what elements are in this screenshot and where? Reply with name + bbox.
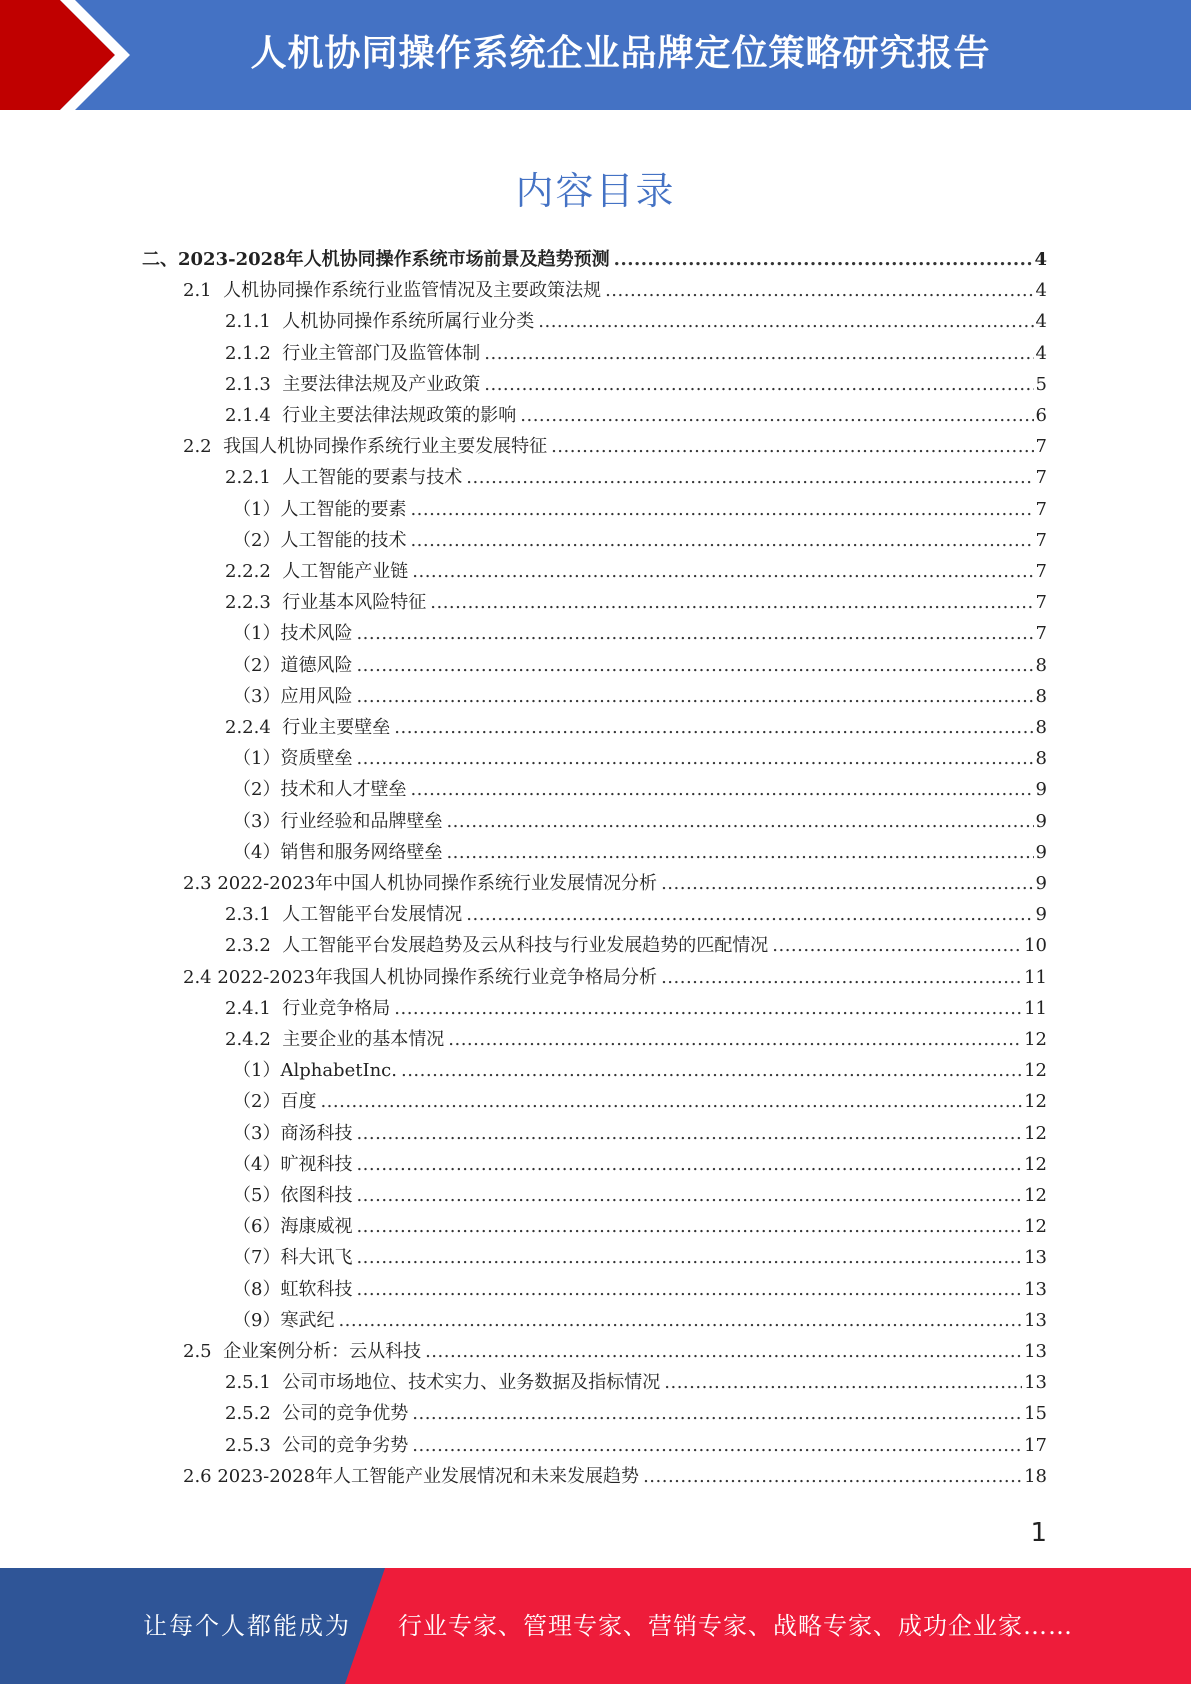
toc-entry[interactable] (183, 959, 1047, 990)
toc-entry-number: 2.1.1 (225, 311, 283, 333)
toc-entry-page: 11 (1024, 966, 1047, 988)
toc-entry-title: 行业基本风险特征 (282, 592, 427, 614)
toc-entry[interactable] (233, 771, 1047, 802)
toc-entry-title: 人工智能的要素 (280, 498, 407, 520)
toc-heading: 内容目录 (515, 169, 676, 213)
toc-entry-page: 5 (1035, 373, 1047, 395)
toc-entry-page: 8 (1035, 717, 1047, 738)
toc-dot-leader (538, 310, 1033, 334)
toc-entry[interactable] (233, 678, 1047, 709)
toc-entry-page: 9 (1035, 841, 1047, 863)
toc-entry[interactable] (225, 1395, 1047, 1426)
toc-entry[interactable] (183, 428, 1047, 459)
toc-entry-page: 12 (1024, 1091, 1047, 1113)
toc-entry-title: 人工智能的要素与技术 (282, 467, 463, 489)
toc-entry[interactable] (225, 553, 1047, 584)
toc-dot-leader (484, 373, 1033, 397)
toc-entry-page: 13 (1024, 1309, 1047, 1331)
toc-entry[interactable] (233, 1302, 1047, 1333)
toc-entry-number: 2.3.2 (225, 935, 283, 957)
toc-dot-leader (356, 622, 1033, 646)
toc-entry[interactable] (225, 1427, 1047, 1458)
toc-dot-leader (643, 1465, 1022, 1489)
toc-entry[interactable] (233, 1146, 1047, 1177)
toc-entry-page: 13 (1024, 1372, 1047, 1394)
toc-entry-title: 2022-2023年中国人机协同操作系统行业发展情况分析 (217, 873, 658, 894)
toc-entry-title: 虹软科技 (280, 1278, 353, 1300)
toc-entry[interactable] (225, 1364, 1047, 1395)
toc-entry[interactable] (233, 1177, 1047, 1208)
toc-entry-title: 销售和服务网络壁垒 (280, 841, 443, 863)
toc-entry-page: 4 (1035, 311, 1047, 333)
toc-entry-title: 2022-2023年我国人机协同操作系统行业竞争格局分析 (217, 966, 658, 988)
toc-entry-page: 13 (1024, 1278, 1047, 1300)
toc-entry-number: 2.4 (183, 966, 218, 988)
toc-entry[interactable] (225, 397, 1047, 428)
toc-entry-title: 寒武纪 (280, 1309, 335, 1331)
toc-entry-number: 2.2 (183, 436, 224, 458)
toc-entry[interactable] (225, 366, 1047, 397)
toc-dot-leader (520, 404, 1033, 428)
toc-entry-title: 2023-2028年人工智能产业发展情况和未来发展趋势 (217, 1465, 640, 1487)
toc-dot-leader (356, 685, 1033, 709)
toc-dot-leader (661, 966, 1022, 990)
toc-entry-number: （1） (233, 1060, 281, 1082)
toc-entry-page: 12 (1024, 1122, 1047, 1144)
toc-entry[interactable] (183, 272, 1047, 303)
toc-dot-leader (356, 747, 1033, 771)
toc-entry[interactable] (233, 615, 1047, 646)
toc-entry-title: 人机协同操作系统行业监管情况及主要政策法规 (223, 280, 602, 302)
toc-entry-page: 8 (1035, 685, 1047, 707)
toc-entry-page: 12 (1024, 1153, 1047, 1175)
toc-entry[interactable] (233, 1083, 1047, 1114)
toc-entry-title: 依图科技 (280, 1185, 353, 1206)
toc-entry-title: 资质壁垒 (280, 748, 353, 770)
toc-entry[interactable] (233, 1271, 1047, 1302)
toc-entry-page: 6 (1035, 405, 1047, 426)
toc-entry-number: （1） (233, 623, 281, 645)
toc-entry-page: 12 (1024, 1216, 1047, 1238)
toc-entry-number: 2.4.2 (225, 1029, 283, 1050)
toc-entry[interactable] (233, 740, 1047, 771)
toc-entry-number: 2.1.4 (225, 405, 283, 426)
toc-entry-number: 二、 (142, 249, 178, 270)
toc-dot-leader (772, 934, 1022, 958)
toc-entry-number: 2.2.1 (225, 467, 283, 489)
toc-dot-leader (484, 342, 1033, 366)
toc-entry-number: （6） (233, 1216, 281, 1238)
toc-entry-title: 行业经验和品牌壁垒 (280, 810, 443, 832)
toc-entry-page: 9 (1035, 873, 1047, 894)
toc-entry-number: （5） (233, 1185, 281, 1206)
toc-entry-title: 行业主要法律法规政策的影响 (282, 405, 517, 426)
toc-dot-leader (425, 1340, 1022, 1364)
toc-dot-leader (394, 716, 1033, 740)
toc-entry-number: 2.2.4 (225, 717, 283, 738)
toc-entry-number: 2.5.3 (225, 1434, 283, 1456)
toc-entry-page: 7 (1035, 467, 1047, 489)
toc-entry-page: 12 (1024, 1185, 1047, 1206)
toc-entry-page: 18 (1024, 1465, 1047, 1487)
toc-entry-page: 7 (1035, 529, 1047, 551)
toc-entry-number: 2.3 (183, 873, 218, 894)
toc-entry-page: 13 (1024, 1341, 1047, 1362)
toc-entry-title: 主要企业的基本情况 (282, 1029, 445, 1050)
toc-dot-leader (605, 279, 1033, 303)
toc-entry-number: （7） (233, 1247, 281, 1269)
toc-entry[interactable] (233, 522, 1047, 553)
toc-entry-title: 商汤科技 (280, 1122, 353, 1144)
toc-dot-leader (446, 841, 1033, 865)
toc-dot-leader (356, 1184, 1022, 1208)
toc-entry-title: 人工智能产业链 (282, 561, 409, 582)
toc-entry-number: （4） (233, 1153, 281, 1175)
toc-entry-title: 技术风险 (280, 623, 353, 645)
toc-dot-leader (320, 1090, 1022, 1114)
toc-entry-number: （2） (233, 529, 281, 551)
toc-entry[interactable] (225, 990, 1047, 1021)
toc-entry-number: 2.6 (183, 1465, 218, 1487)
toc-entry-number: 2.5 (183, 1341, 224, 1362)
toc-entry-number: （3） (233, 1122, 281, 1144)
toc-entry-title: 公司市场地位、技术实力、业务数据及指标情况 (282, 1372, 661, 1394)
toc-entry[interactable] (233, 1052, 1047, 1083)
toc-dot-leader (412, 1434, 1022, 1458)
toc-entry-number: （2） (233, 779, 281, 801)
toc-entry-title: 公司的竞争优势 (282, 1403, 409, 1425)
toc-entry-title: 主要法律法规及产业政策 (282, 373, 481, 395)
toc-dot-leader (551, 435, 1033, 459)
footer-slogan-left: 让每个人都能成为 (143, 1612, 351, 1640)
toc-entry[interactable] (183, 1458, 1047, 1489)
toc-entry-title: 科大讯飞 (280, 1247, 353, 1269)
toc-entry-number: 2.2.2 (225, 561, 283, 582)
toc-dot-leader (410, 529, 1033, 553)
toc-entry-title: 行业主要壁垒 (282, 717, 391, 738)
toc-dot-leader (356, 1153, 1022, 1177)
page-number: 1 (1030, 1518, 1047, 1548)
toc-entry[interactable] (225, 927, 1047, 958)
header-arrow-decoration (0, 0, 150, 110)
footer-slogan-right: 行业专家、管理专家、营销专家、战略专家、成功企业家…… (398, 1612, 1073, 1640)
toc-entry-number: （4） (233, 841, 281, 863)
toc-entry-page: 4 (1034, 249, 1047, 270)
toc-entry-title: 行业竞争格局 (282, 997, 391, 1019)
toc-entry-number: （1） (233, 498, 281, 520)
toc-dot-leader (448, 1028, 1022, 1052)
toc-entry-number: （9） (233, 1309, 281, 1331)
toc-dot-leader (356, 1215, 1022, 1239)
toc-entry[interactable] (225, 584, 1047, 615)
toc-entry-title: 我国人机协同操作系统行业主要发展特征 (223, 436, 548, 458)
toc-entry-number: （2） (233, 654, 281, 676)
toc-entry[interactable] (183, 1333, 1047, 1364)
toc-entry-page: 7 (1035, 623, 1047, 645)
toc-entry-number: （1） (233, 748, 281, 770)
toc-dot-leader (412, 560, 1033, 584)
toc-entry[interactable] (225, 1021, 1047, 1052)
toc-entry-page: 11 (1024, 997, 1047, 1019)
toc-entry[interactable] (142, 241, 1047, 272)
toc-entry[interactable] (225, 335, 1047, 366)
toc-entry-page: 12 (1024, 1029, 1047, 1050)
toc-entry-title: 人机协同操作系统所属行业分类 (282, 311, 535, 333)
toc-entry[interactable] (233, 803, 1047, 834)
toc-entry-page: 7 (1035, 592, 1047, 614)
toc-entry-page: 7 (1035, 436, 1047, 458)
toc-entry-title: AlphabetInc. (280, 1060, 397, 1082)
toc-entry-number: （2） (233, 1091, 281, 1113)
toc-entry-number: 2.1.3 (225, 373, 283, 395)
toc-entry-number: （8） (233, 1278, 281, 1300)
toc-entry[interactable] (233, 491, 1047, 522)
header-banner (0, 0, 1191, 110)
toc-entry-number: 2.3.1 (225, 904, 283, 926)
toc-entry-title: 人工智能平台发展情况 (282, 904, 463, 926)
toc-dot-leader (356, 654, 1033, 678)
toc-dot-leader (446, 810, 1033, 834)
toc-entry-page: 4 (1035, 342, 1047, 364)
toc-entry-number: 2.1 (183, 280, 224, 302)
toc-entry-page: 9 (1035, 810, 1047, 832)
toc-entry-title: 2023-2028年人机协同操作系统市场前景及趋势预测 (178, 249, 610, 270)
toc-entry-title: 应用风险 (280, 685, 353, 707)
toc-entry[interactable] (233, 647, 1047, 678)
toc-entry-number: （3） (233, 810, 281, 832)
toc-dot-leader (412, 1402, 1022, 1426)
toc-dot-leader (410, 778, 1033, 802)
toc-entry[interactable] (233, 834, 1047, 865)
toc-entry-page: 10 (1024, 935, 1047, 957)
toc-entry[interactable] (233, 1115, 1047, 1146)
toc-dot-leader (356, 1246, 1022, 1270)
toc-entry-page: 4 (1035, 280, 1047, 302)
toc-dot-leader (614, 248, 1033, 272)
toc-dot-leader (394, 997, 1022, 1021)
toc-dot-leader (430, 591, 1033, 615)
toc-dot-leader (466, 903, 1033, 927)
toc-entry[interactable] (225, 896, 1047, 927)
toc-entry-number: 2.4.1 (225, 997, 283, 1019)
toc-entry-page: 15 (1024, 1403, 1047, 1425)
toc-entry-title: 企业案例分析：云从科技 (223, 1341, 422, 1362)
toc-entry-number: （3） (233, 685, 281, 707)
toc-entry-number: 2.5.2 (225, 1403, 283, 1425)
toc-entry-page: 8 (1035, 748, 1047, 770)
toc-entry[interactable] (225, 303, 1047, 334)
toc-entry-number: 2.5.1 (225, 1372, 283, 1394)
toc-dot-leader (466, 466, 1033, 490)
report-title: 人机协同操作系统企业品牌定位策略研究报告 (250, 33, 991, 74)
toc-dot-leader (338, 1309, 1022, 1333)
toc-entry-page: 17 (1024, 1434, 1047, 1456)
toc-entry[interactable] (183, 865, 1047, 896)
toc-entry-title: 人工智能的技术 (280, 529, 407, 551)
toc-entry-page: 9 (1035, 779, 1047, 801)
toc-dot-leader (661, 872, 1033, 896)
toc-entry-title: 公司的竞争劣势 (282, 1434, 409, 1456)
toc-entry-page: 13 (1024, 1247, 1047, 1269)
toc-entry-page: 9 (1035, 904, 1047, 926)
toc-entry[interactable] (225, 459, 1047, 490)
toc-entry-title: 行业主管部门及监管体制 (282, 342, 481, 364)
toc-entry[interactable] (233, 1208, 1047, 1239)
toc-entry[interactable] (225, 709, 1047, 740)
toc-dot-leader (401, 1059, 1022, 1083)
toc-dot-leader (356, 1278, 1022, 1302)
toc-entry-title: 海康威视 (280, 1216, 353, 1238)
toc-entry-page: 8 (1035, 654, 1047, 676)
toc-entry-page: 7 (1035, 498, 1047, 520)
toc-entry-page: 12 (1024, 1060, 1047, 1082)
toc-entry-page: 7 (1035, 561, 1047, 582)
footer-banner (0, 1568, 1191, 1684)
toc-entry-title: 百度 (280, 1091, 317, 1113)
toc-entry-number: 2.1.2 (225, 342, 283, 364)
toc-dot-leader (664, 1371, 1022, 1395)
toc-entry-title: 旷视科技 (280, 1153, 353, 1175)
toc-entry-title: 道德风险 (280, 654, 353, 676)
toc-dot-leader (410, 498, 1033, 522)
toc-dot-leader (356, 1122, 1022, 1146)
toc-entry-title: 技术和人才壁垒 (280, 779, 407, 801)
toc-entry[interactable] (233, 1239, 1047, 1270)
toc-entry-title: 人工智能平台发展趋势及云从科技与行业发展趋势的匹配情况 (282, 935, 769, 957)
toc-entry-number: 2.2.3 (225, 592, 283, 614)
